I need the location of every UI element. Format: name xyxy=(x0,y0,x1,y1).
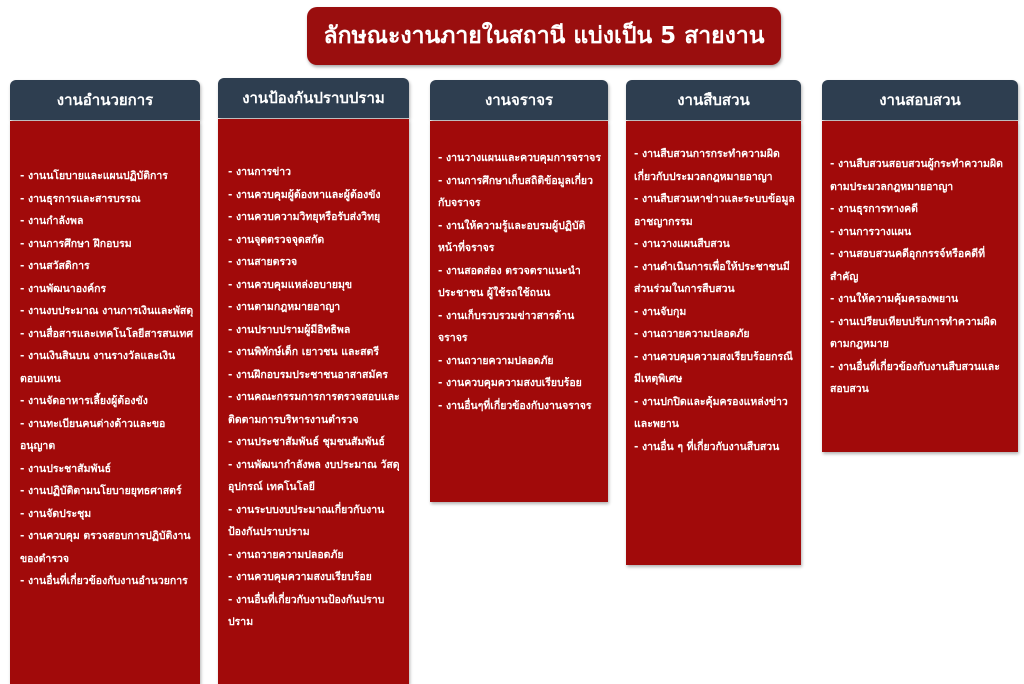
list-item: - งานระบบงบประมาณเกี่ยวกับงานป้องกันปราบปราม xyxy=(228,503,385,538)
list-item: - งานอื่นที่เกี่ยวข้องกับงานอำนวยการ xyxy=(20,575,188,587)
column-box-traffic xyxy=(430,121,608,502)
list-item: - งานตามกฎหมายอาญา xyxy=(228,301,341,313)
list-item: - งานฝึกอบรมประชาชนอาสาสมัคร xyxy=(228,368,389,381)
list-item: - งานพัฒนาองค์กร xyxy=(20,282,107,295)
list-item: - งานถวายความปลอดภัย xyxy=(634,328,750,340)
list-item: - งานจัดประชุม xyxy=(20,507,92,520)
list-item: - งานธุรการทางคดี xyxy=(830,203,918,215)
list-item: - งานเก็บรวบรวมข่าวสารด้านจราจร xyxy=(438,309,575,344)
column-heading-traffic: งานจราจร xyxy=(430,80,608,120)
list-item: - งานควบคุมความสงบเรียบร้อย xyxy=(438,377,582,389)
list-item: - งานสอดส่อง ตรวจตราแนะนำประชาชน ผู้ใช้รถใช้ถนน xyxy=(438,264,581,299)
list-item: - งานธุรการและสารบรรณ xyxy=(20,192,141,205)
list-item: - งานอื่นๆที่เกี่ยวข้องกับงานจราจร xyxy=(438,399,592,412)
list-item: - งานพิทักษ์เด็ก เยาวชน และสตรี xyxy=(228,346,379,358)
list-item: - งานควบคุมความสงบเรียบร้อย xyxy=(228,571,372,583)
column-box-investigation xyxy=(626,121,801,565)
list-item: - งานวางแผนสืบสวน xyxy=(634,238,730,250)
list-item: - งานทะเบียนคนต่างด้าวและขออนุญาต xyxy=(20,417,166,452)
list-item: - งานการข่าว xyxy=(228,166,292,178)
list-item: - งานสืบสวนสอบสวนผู้กระทำความผิดตามประมวลกฎหมายอาญา xyxy=(830,158,1003,193)
list-item: - งานงบประมาณ งานการเงินและพัสดุ xyxy=(20,305,194,317)
list-item: - งานสืบสวนการกระทำความผิดเกี่ยวกับประมวลกฎหมายอาญา xyxy=(634,148,780,183)
list-item: - งานเปรียบเทียบปรับการทำความผิดตามกฎหมาย xyxy=(830,315,997,350)
page-title: ลักษณะงานภายในสถานี แบ่งเป็น 5 สายงาน xyxy=(307,7,781,65)
column-list-administration xyxy=(20,165,194,593)
list-item: - งานควบคุมผู้ต้องหาและผู้ต้องขัง xyxy=(228,188,381,201)
list-item: - งานถวายความปลอดภัย xyxy=(438,354,554,367)
list-item: - งานสายตรวจ xyxy=(228,256,298,268)
list-item: - งานการศึกษาเก็บสถิติข้อมูลเกี่ยวกับจราจร xyxy=(438,174,593,209)
list-item: - งานปฏิบัติตามนโยบายยุทธศาสตร์ xyxy=(20,485,182,497)
list-item: - งานถวายความปลอดภัย xyxy=(228,548,344,561)
list-item: - งานควบคุม ตรวจสอบการปฏิบัติงานของตำรวจ xyxy=(20,530,191,565)
list-item: - งานสืบสวนหาข่าวและระบบข้อมูลอาชญากรรม xyxy=(634,193,795,228)
column-list-crime-prevention xyxy=(228,161,404,634)
column-box-administration xyxy=(10,121,200,684)
column-list-traffic xyxy=(438,147,602,417)
column-heading-investigation: งานสืบสวน xyxy=(626,80,801,120)
list-item: - งานนโยบายและแผนปฏิบัติการ xyxy=(20,170,168,182)
list-item: - งานการศึกษา ฝึกอบรม xyxy=(20,237,132,250)
list-item: - งานจับกุม xyxy=(634,305,687,318)
list-item: - งานดำเนินการเพื่อให้ประชาชนมีส่วนร่วมในการสืบสวน xyxy=(634,260,790,295)
list-item: - งานให้ความคุ้มครองพยาน xyxy=(830,293,959,305)
list-item: - งานให้ความรู้และอบรมผู้ปฏิบัติหน้าที่จราจร xyxy=(438,219,586,254)
list-item: - งานปกปิดและคุ้มครองแหล่งข่าวและพยาน xyxy=(634,395,788,430)
list-item: - งานประชาสัมพันธ์ xyxy=(20,462,112,475)
list-item: - งานคณะกรรมการการตรวจสอบและติดตามการบริหารงานตำรวจ xyxy=(228,391,400,426)
list-item: - งานสวัสดิการ xyxy=(20,260,90,272)
list-item: - งานอื่น ๆ ที่เกี่ยวกับงานสืบสวน xyxy=(634,440,780,453)
list-item: - งานควบคุมความสงเรียบร้อยกรณีมีเหตุพิเศษ xyxy=(634,350,793,385)
list-item: - งานกำลังพล xyxy=(20,215,84,227)
list-item: - งานสอบสวนคดีอุกกรรจ์หรือคดีที่สำคัญ xyxy=(830,248,986,283)
list-item: - งานควบความวิทยุหรือรับส่งวิทยุ xyxy=(228,211,381,223)
list-item: - งานประชาสัมพันธ์ ชุมชนสัมพันธ์ xyxy=(228,436,385,448)
list-item: - งานควบคุมแหล่งอบายมุข xyxy=(228,278,353,291)
list-item: - งานเงินสินบน งานรางวัลและเงินตอบแทน xyxy=(20,350,176,385)
column-list-investigation xyxy=(634,143,797,458)
column-box-inquiry xyxy=(822,121,1018,452)
list-item: - งานจุดตรวจจุดสกัด xyxy=(228,233,325,246)
list-item: - งานการวางแผน xyxy=(830,225,912,238)
list-item: - งานอื่นที่เกี่ยวกับงานป้องกันปราบปราม xyxy=(228,593,385,628)
list-item: - งานสื่อสารและเทคโนโลยีสารสนเทศ xyxy=(20,327,193,340)
list-item: - งานปราบปรามผู้มีอิทธิพล xyxy=(228,323,351,336)
column-heading-crime-prevention: งานป้องกันปราบปราม xyxy=(218,78,409,118)
list-item: - งานจัดอาหารเลี้ยงผู้ต้องขัง xyxy=(20,395,148,407)
list-item: - งานพัฒนากำลังพล งบประมาณ วัสดุ อุปกรณ์ เทคโนโลยี xyxy=(228,458,400,493)
list-item: - งานวางแผนและควบคุมการจราจร xyxy=(438,152,601,164)
column-heading-administration: งานอำนวยการ xyxy=(10,80,200,120)
column-heading-inquiry: งานสอบสวน xyxy=(822,80,1018,120)
column-list-inquiry xyxy=(830,153,1012,401)
list-item: - งานอื่นที่เกี่ยวข้องกับงานสืบสวนและสอบสวน xyxy=(830,360,1000,395)
column-box-crime-prevention xyxy=(218,119,409,684)
